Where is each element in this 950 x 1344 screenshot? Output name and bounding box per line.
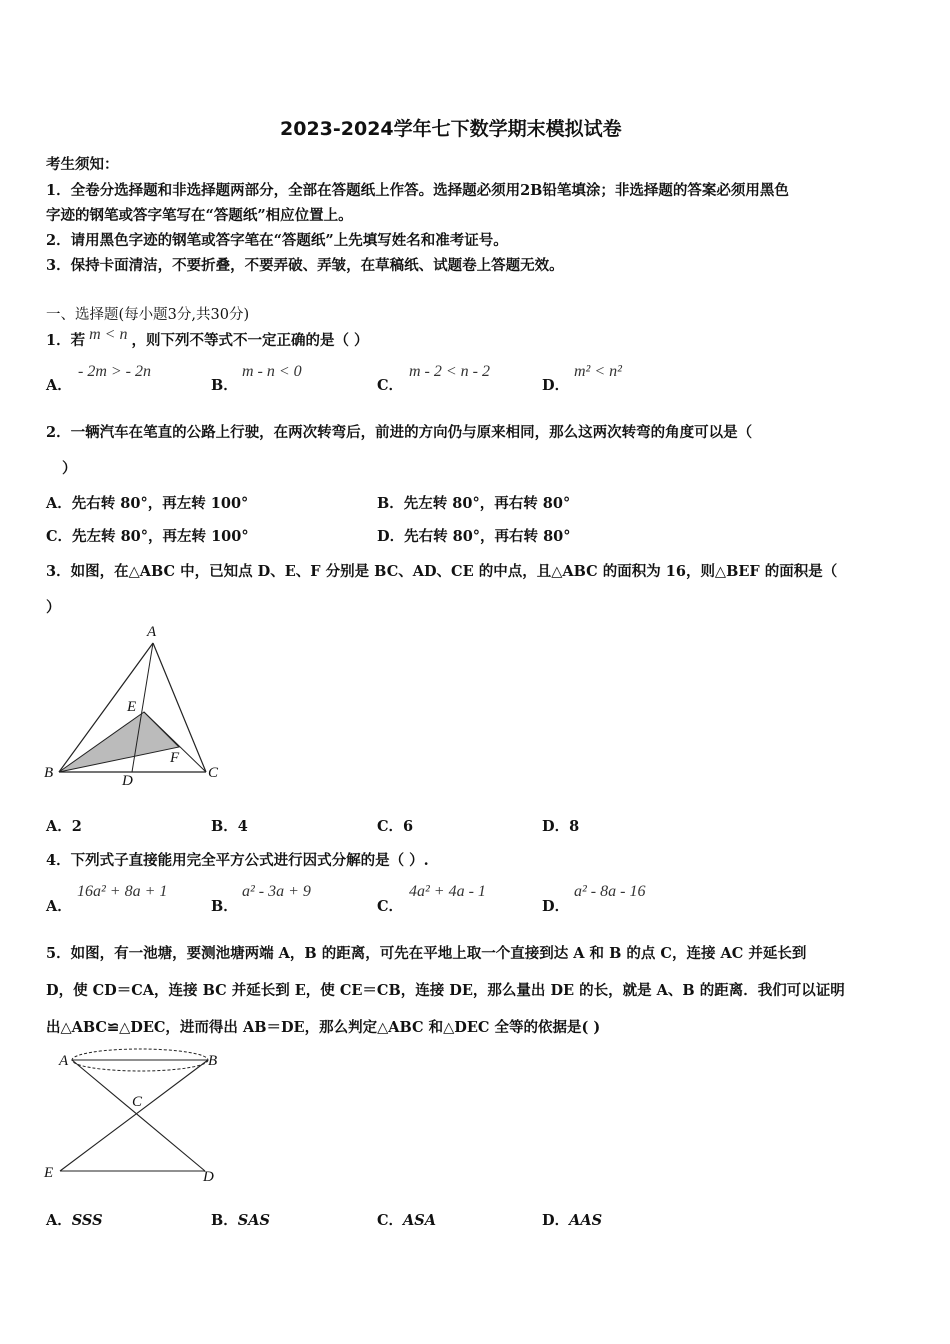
q1-option-a-expr: - 2m > - 2n [78, 363, 152, 380]
q1-option-c-expr: m - 2 < n - 2 [409, 363, 491, 380]
q4-option-d[interactable]: D． [542, 898, 570, 915]
q4-option-c-expr: 4a² + 4a - 1 [409, 883, 486, 900]
q5-option-a[interactable]: A．SSS [46, 1212, 103, 1229]
q5-option-c[interactable]: C．ASA [377, 1212, 437, 1229]
q1-option-d[interactable]: D． [542, 377, 570, 394]
q1-option-b[interactable]: B． [211, 377, 238, 394]
question-4-stem: 4．下列式子直接能用完全平方公式进行因式分解的是（ ）. [46, 852, 429, 869]
label-d: D [203, 1169, 214, 1185]
page-title: 2023-2024学年七下数学期末模拟试卷 [280, 118, 622, 140]
q4-option-b-expr: a² - 3a + 9 [242, 883, 311, 900]
question-3-stem-end: ） [46, 599, 61, 616]
label-d: D [122, 773, 133, 789]
q1-condition: m < n [89, 326, 128, 343]
q4-option-d-expr: a² - 8a - 16 [574, 883, 646, 900]
question-3-stem: 3．如图，在△ABC 中，已知点 D、E、F 分别是 BC、AD、CE 的中点，且△ABC 的面积为 16，则△BEF 的面积是（ [46, 563, 838, 580]
q2-option-b[interactable]: B．先左转 80°，再右转 80° [377, 495, 571, 512]
label-f: F [170, 750, 180, 766]
q1-option-a[interactable]: A． [46, 377, 72, 394]
question-2-stem-end: ） [62, 460, 77, 477]
q1-suffix: ，则下列不等式不一定正确的是（ ） [131, 332, 369, 349]
q4-option-b[interactable]: B． [211, 898, 238, 915]
question-2-stem: 2．一辆汽车在笔直的公路上行驶，在两次转弯后，前进的方向仍与原来相同，那么这两次转弯的角度可以是（ [46, 424, 753, 441]
notice-heading: 考生须知： [46, 156, 119, 173]
label-e: E [44, 1165, 54, 1181]
question-5-line-1: 5．如图，有一池塘，要测池塘两端 A，B 的距离，可先在平地上取一个直接到达 A 和 B 的点 C，连接 AC 并延长到 [46, 945, 807, 962]
label-e: E [127, 699, 137, 715]
q1-option-b-expr: m - n < 0 [242, 363, 302, 380]
q1-prefix: 1．若 [46, 332, 86, 349]
q2-option-d[interactable]: D．先右转 80°，再右转 80° [377, 528, 571, 545]
question-5-line-2: D，使 CD＝CA，连接 BC 并延长到 E，使 CE＝CB，连接 DE，那么量出 DE 的长，就是 A、B 的距离．我们可以证明 [46, 982, 845, 999]
q3-option-a[interactable]: A．2 [46, 818, 82, 835]
notice-line-2: 2．请用黑色字迹的钢笔或答字笔在“答题纸”上先填写姓名和准考证号。 [46, 232, 508, 249]
q3-option-b[interactable]: B．4 [211, 818, 248, 835]
label-a: A [59, 1053, 69, 1069]
notice-line-3: 3．保持卡面清洁，不要折叠，不要弄破、弄皱，在草稿纸、试题卷上答题无效。 [46, 257, 564, 274]
question-5-line-3: 出△ABC≌△DEC，进而得出 AB＝DE，那么判定△ABC 和△DEC 全等的依据是( ) [46, 1019, 601, 1036]
label-b: B [208, 1053, 218, 1069]
q4-option-a[interactable]: A． [46, 898, 72, 915]
label-c: C [132, 1094, 143, 1110]
pond-figure [40, 1040, 240, 1190]
section-heading: 一、选择题(每小题3分,共30分) [46, 307, 250, 323]
q4-option-c[interactable]: C． [377, 898, 404, 915]
side-ac [153, 643, 206, 772]
q1-option-d-expr: m² < n² [574, 363, 622, 380]
q2-option-c[interactable]: C．先左转 80°，再左转 100° [46, 528, 249, 545]
q2-option-a[interactable]: A．先右转 80°，再左转 100° [46, 495, 249, 512]
label-b: B [44, 765, 54, 781]
notice-line-1b: 字迹的钢笔或答字笔写在“答题纸”相应位置上。 [46, 207, 353, 224]
q4-option-a-expr: 16a² + 8a + 1 [77, 883, 168, 900]
q3-option-d[interactable]: D．8 [542, 818, 580, 835]
shaded-triangle-bef [59, 712, 179, 772]
label-a: A [147, 624, 157, 640]
q3-option-c[interactable]: C．6 [377, 818, 414, 835]
q1-option-c[interactable]: C． [377, 377, 404, 394]
q5-option-b[interactable]: B．SAS [211, 1212, 270, 1229]
notice-line-1: 1．全卷分选择题和非选择题两部分，全部在答题纸上作答。选择题必须用2B铅笔填涂；非选择题的答案必须用黑色 [46, 182, 789, 199]
triangle-abc-figure [40, 620, 240, 790]
label-c: C [208, 765, 219, 781]
q5-option-d[interactable]: D．AAS [542, 1212, 603, 1229]
question-1-stem [46, 326, 369, 350]
